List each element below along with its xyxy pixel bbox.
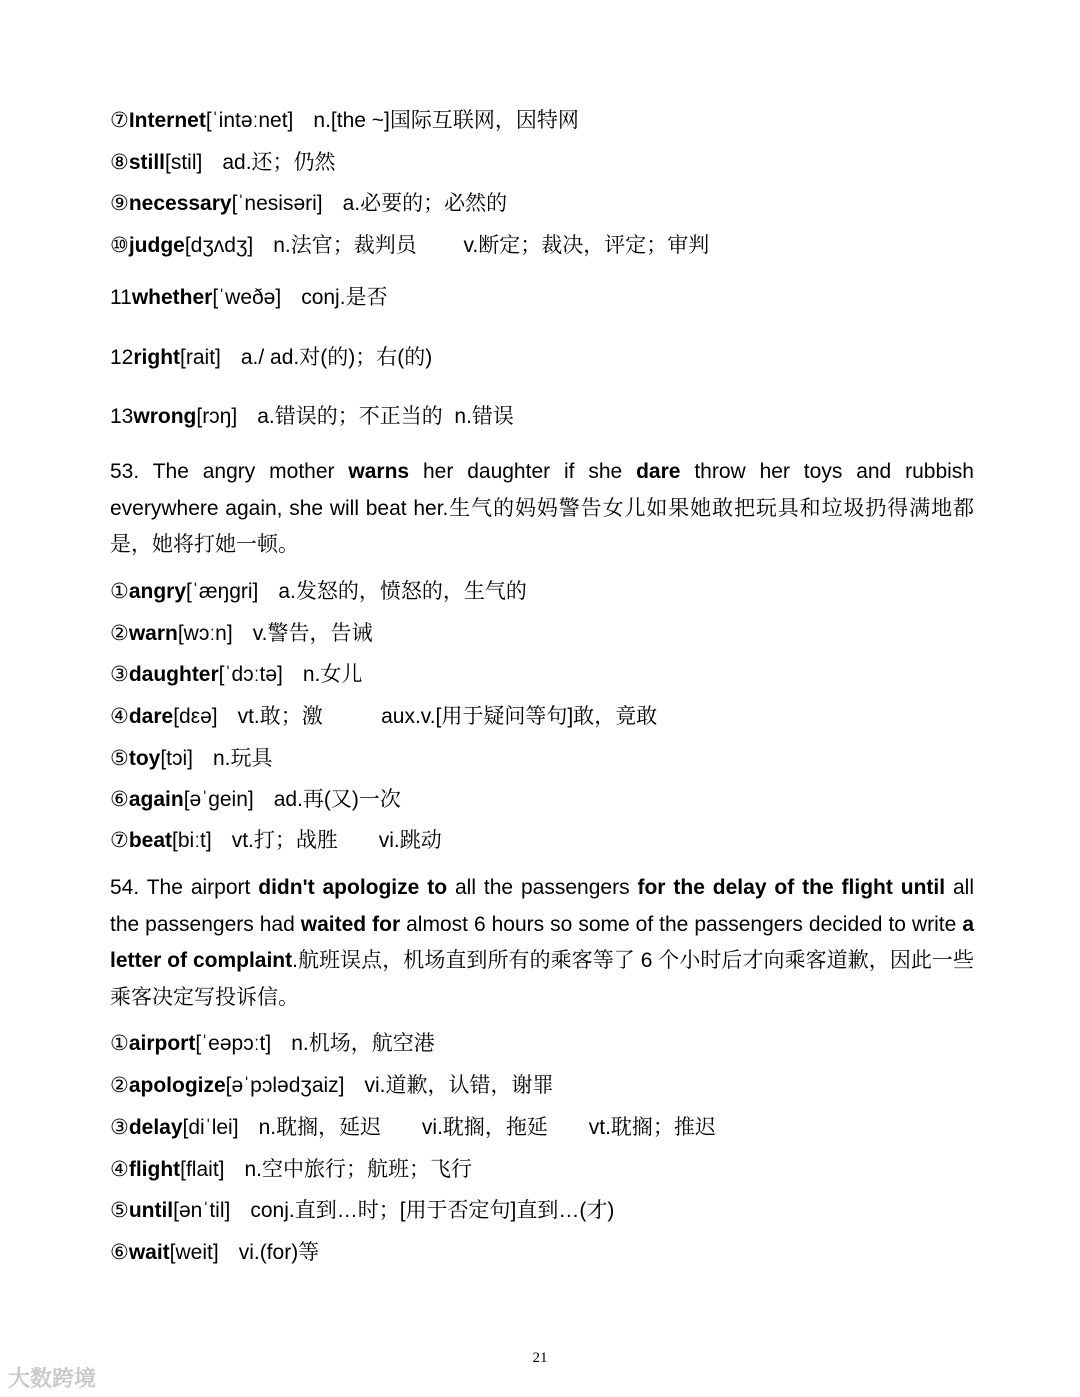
definition: conj.是否 [301,286,388,309]
phonetic: [flait] [180,1158,225,1181]
vocab-line [110,621,372,647]
definition: n.女儿 [302,663,363,686]
definition: v.警告，告诫 [252,622,373,645]
vocab-line [110,1240,319,1266]
phonetic: [ənˈtil] [173,1199,231,1222]
vocab-word: daughter [128,663,219,686]
phonetic: [ˈweðə] [212,286,282,309]
vocab-word: still [128,151,166,174]
definition: n.机场，航空港 [291,1032,435,1055]
vocab-line [110,108,579,134]
definition: vt.敢；激 aux.v.[用于疑问等句]敢，竟敢 [237,705,658,728]
definition: n.空中旅行；航班；飞行 [244,1158,473,1181]
vocab-word: airport [128,1032,196,1055]
vocab-word: again [128,788,184,811]
vocab-line [110,1115,716,1141]
vocab-line [110,828,442,854]
item-number: ⑨ [110,192,129,215]
sentence-text: throw her toys and rubbish everywhere again, she will beat her.生气的妈妈警告女儿如果她敢把玩具和垃圾扔得满地都是，她将打她一顿。 [110,460,974,556]
phonetic: [weit] [169,1241,219,1264]
definition: vt.打；战胜 vi.跳动 [231,829,442,852]
vocab-line [110,191,507,217]
phonetic: [ˈdɔːtə] [218,663,283,686]
item-number: ④ [110,705,129,728]
vocab-word: delay [128,1116,183,1139]
vocab-line [110,579,527,605]
item-number: ③ [110,663,129,686]
sentence-text: all the passengers had [110,876,975,936]
phonetic: [diˈlei] [182,1116,239,1139]
item-number: ⑥ [110,1241,129,1264]
key-phrase: a letter of complaint [110,912,974,972]
vocab-line [110,746,273,772]
vocab-word: beat [128,829,173,852]
item-number: ⑤ [110,1199,129,1222]
vocab-word: until [128,1199,174,1222]
vocab-line [110,345,432,371]
item-number: ⑦ [110,829,129,852]
vocab-line [110,285,388,311]
vocab-line [110,1031,435,1057]
vocab-word: wait [128,1241,170,1264]
definition: n.耽搁，延迟 vi.耽搁，拖延 vt.耽搁；推迟 [258,1116,716,1139]
phonetic: [ˈeəpɔːt] [195,1032,272,1055]
vocab-line [110,1157,472,1183]
definition: conj.直到…时；[用于否定句]直到…(才) [250,1199,615,1222]
vocab-word: judge [128,234,185,257]
item-number: ⑩ [110,234,129,257]
vocab-word: warn [128,622,178,645]
vocab-line [110,1198,614,1224]
vocab-line [110,233,709,259]
definition: a.必要的；必然的 [342,192,508,215]
item-number: ① [110,1032,129,1055]
vocab-word: wrong [133,405,197,428]
item-number: ② [110,622,129,645]
vocab-word: flight [128,1158,181,1181]
definition: ad.还；仍然 [222,151,336,174]
phonetic: [ˈnesisəri] [231,192,323,215]
phonetic: [tɔi] [160,747,193,770]
definition: a.错误的；不正当的 n.错误 [257,405,514,428]
phonetic: [əˈpɔlədʒaiz] [225,1074,345,1097]
item-number: ① [110,580,129,603]
item-number: ⑤ [110,747,129,770]
sentence-text: .航班误点，机场直到所有的乘客等了 6 个小时后才向乘客道歉，因此一些乘客决定写投诉信。 [110,949,974,1009]
definition: n.玩具 [213,747,273,770]
key-phrase: warns [348,460,410,483]
vocab-word: dare [128,705,174,728]
vocab-word: toy [128,747,161,770]
definition: vi.道歉，认错，谢罪 [364,1074,554,1097]
item-number: 11 [110,286,132,309]
definition: n.[the ~]国际互联网，因特网 [313,109,579,132]
vocab-line [110,404,514,430]
vocab-line [110,662,362,688]
sentence-text: all the passengers [447,876,638,899]
key-phrase: for the delay of the flight until [637,876,946,899]
item-number: 13 [110,405,134,428]
definition: n.法官；裁判员 v.断定；裁决，评定；审判 [273,234,710,257]
example-sentence [110,870,974,1016]
item-number: ⑧ [110,151,129,174]
phonetic: [wɔːn] [177,622,233,645]
sentence-text: 53. The angry mother [110,460,349,483]
vocab-line [110,150,336,176]
phonetic: [ˈæŋgri] [186,580,259,603]
definition: ad.再(又)一次 [273,788,401,811]
phonetic: [rɔŋ] [196,405,238,428]
item-number: 12 [110,346,134,369]
vocab-word: whether [131,286,213,309]
example-sentence [110,454,974,564]
vocab-word: right [133,346,181,369]
item-number: ② [110,1074,129,1097]
phonetic: [ˈintəːnet] [205,109,294,132]
sentence-text: 54. The airport [110,876,259,899]
phonetic: [stil] [165,151,203,174]
key-phrase: didn't apologize to [258,876,448,899]
vocab-line [110,704,657,730]
vocab-line [110,787,401,813]
definition: a./ ad.对(的)；右(的) [240,346,433,369]
watermark: 大数跨境 [8,1366,97,1391]
item-number: ⑥ [110,788,129,811]
sentence-text: her daughter if she [409,460,637,483]
key-phrase: dare [636,460,681,483]
vocab-word: Internet [128,109,206,132]
phonetic: [biːt] [172,829,212,852]
phonetic: [dʒʌdʒ] [184,234,254,257]
vocab-word: necessary [128,192,232,215]
vocab-line [110,1073,554,1099]
item-number: ③ [110,1116,129,1139]
definition: a.发怒的，愤怒的，生气的 [278,580,527,603]
item-number: ⑦ [110,109,129,132]
phonetic: [əˈgein] [183,788,254,811]
phonetic: [rait] [180,346,221,369]
vocab-word: apologize [128,1074,226,1097]
definition: vi.(for)等 [238,1241,320,1264]
phonetic: [dεə] [173,705,218,728]
page-number: 21 [532,1350,548,1366]
vocab-word: angry [128,580,187,603]
item-number: ④ [110,1158,129,1181]
key-phrase: waited for [300,912,401,936]
sentence-text: almost 6 hours so some of the passengers decided to write [400,912,963,936]
